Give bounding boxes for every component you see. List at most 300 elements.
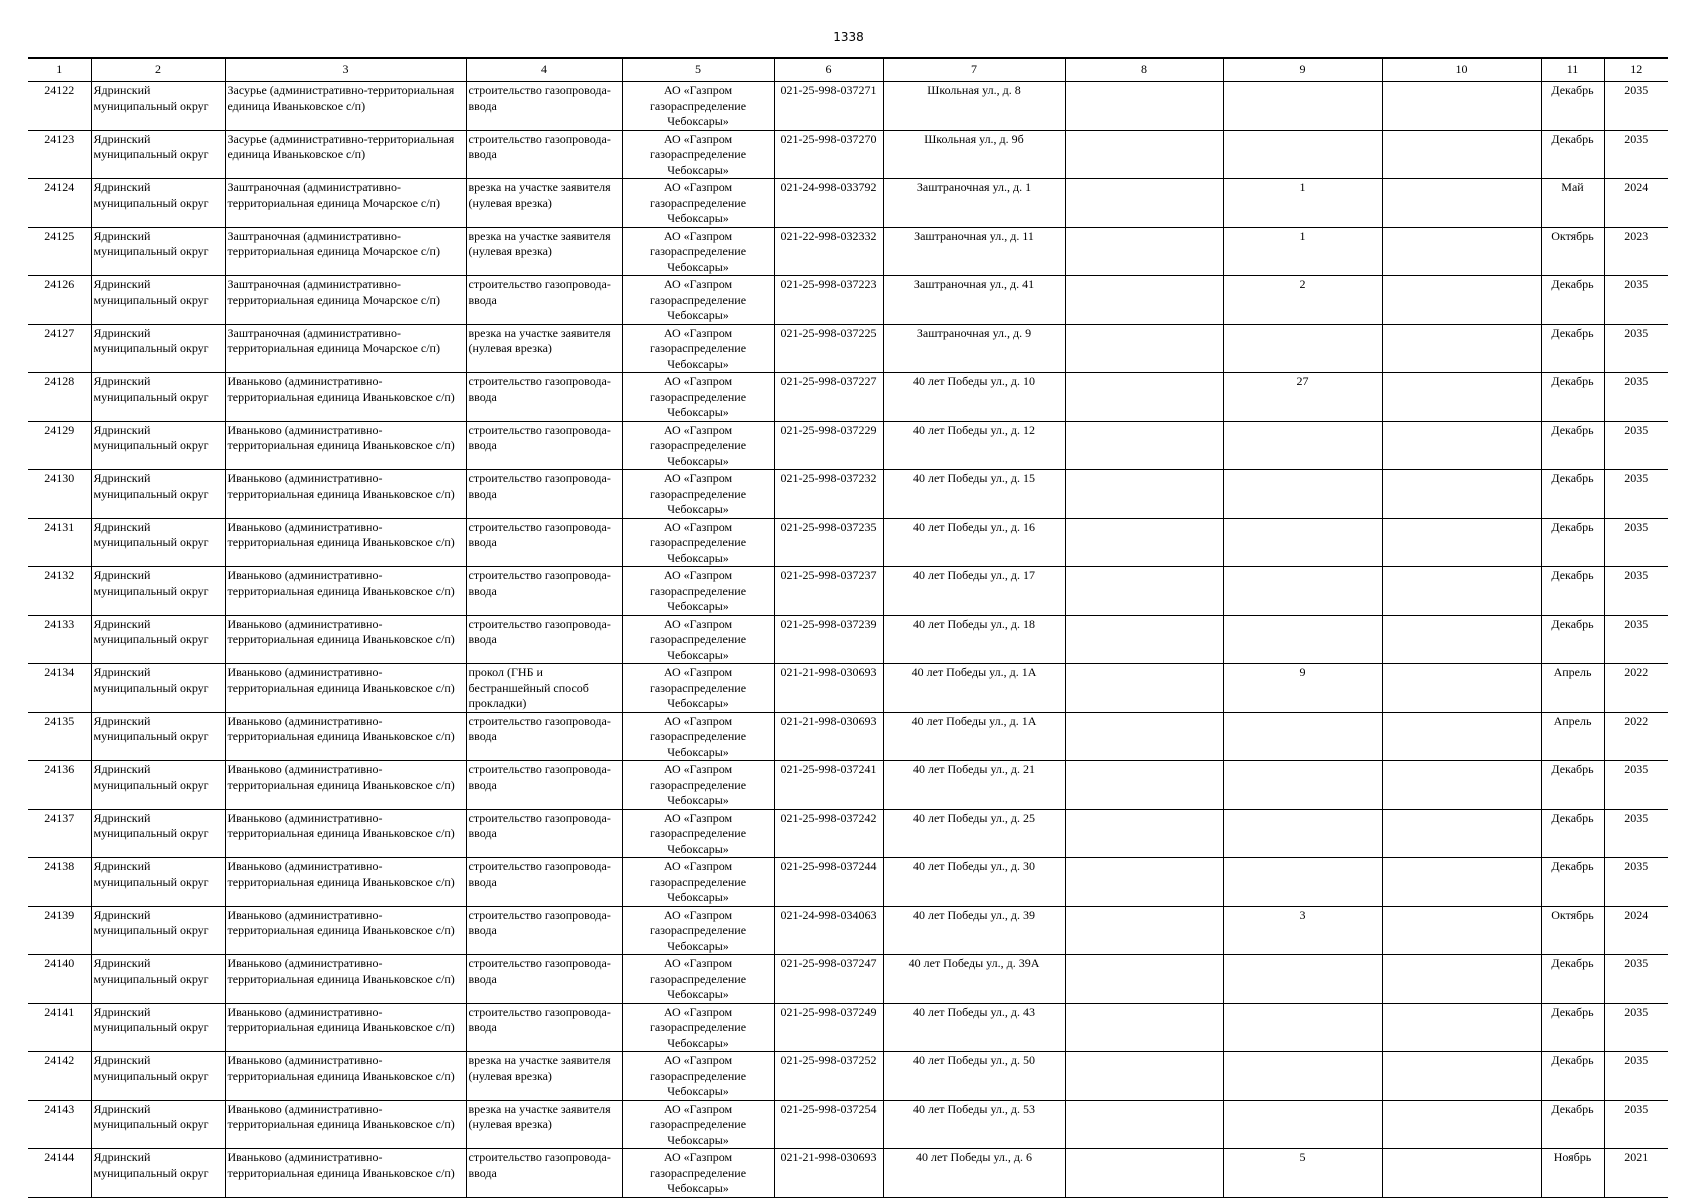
work-type-cell: строительство газопровода-ввода <box>466 906 622 955</box>
column-9-cell <box>1223 324 1382 373</box>
organization-cell: АО «Газпром газораспределение Чебоксары» <box>622 1003 774 1052</box>
work-type-cell: врезка на участке заявителя (нулевая врезка) <box>466 1052 622 1101</box>
month-cell: Декабрь <box>1541 615 1604 664</box>
month-cell: Декабрь <box>1541 955 1604 1004</box>
application-code-cell: 021-25-998-037229 <box>774 421 883 470</box>
district-cell: Ядринский муниципальный округ <box>91 421 225 470</box>
year-cell: 2035 <box>1604 324 1668 373</box>
work-type-cell: врезка на участке заявителя (нулевая врезка) <box>466 324 622 373</box>
column-9-cell <box>1223 421 1382 470</box>
row-number-cell: 24141 <box>28 1003 91 1052</box>
application-code-cell: 021-21-998-030693 <box>774 1149 883 1198</box>
work-type-cell: строительство газопровода-ввода <box>466 809 622 858</box>
column-10-cell <box>1382 276 1541 325</box>
month-cell: Декабрь <box>1541 421 1604 470</box>
address-cell: 40 лет Победы ул., д. 18 <box>883 615 1065 664</box>
column-9-cell: 3 <box>1223 906 1382 955</box>
column-10-cell <box>1382 1149 1541 1198</box>
column-10-cell <box>1382 373 1541 422</box>
row-number-cell: 24124 <box>28 179 91 228</box>
column-8-cell <box>1065 82 1223 131</box>
settlement-cell: Засурье (административно-территориальная единица Иваньковское с/п) <box>225 130 466 179</box>
settlement-cell: Иваньково (административно-территориальная единица Иваньковское с/п) <box>225 1100 466 1149</box>
column-10-cell <box>1382 470 1541 519</box>
year-cell: 2035 <box>1604 1003 1668 1052</box>
month-cell: Декабрь <box>1541 858 1604 907</box>
year-cell: 2035 <box>1604 373 1668 422</box>
row-number-cell: 24139 <box>28 906 91 955</box>
column-header: 1 <box>28 58 91 82</box>
year-cell: 2035 <box>1604 955 1668 1004</box>
column-10-cell <box>1382 421 1541 470</box>
address-cell: 40 лет Победы ул., д. 30 <box>883 858 1065 907</box>
table-row <box>28 373 1668 422</box>
district-cell: Ядринский муниципальный округ <box>91 276 225 325</box>
work-type-cell: строительство газопровода-ввода <box>466 1003 622 1052</box>
organization-cell: АО «Газпром газораспределение Чебоксары» <box>622 858 774 907</box>
row-number-cell: 24128 <box>28 373 91 422</box>
row-number-cell: 24127 <box>28 324 91 373</box>
month-cell: Декабрь <box>1541 130 1604 179</box>
column-9-cell <box>1223 809 1382 858</box>
organization-cell: АО «Газпром газораспределение Чебоксары» <box>622 179 774 228</box>
organization-cell: АО «Газпром газораспределение Чебоксары» <box>622 664 774 713</box>
column-10-cell <box>1382 324 1541 373</box>
column-8-cell <box>1065 567 1223 616</box>
year-cell: 2024 <box>1604 906 1668 955</box>
settlement-cell: Иваньково (административно-территориальная единица Иваньковское с/п) <box>225 615 466 664</box>
address-cell: 40 лет Победы ул., д. 39А <box>883 955 1065 1004</box>
month-cell: Ноябрь <box>1541 1149 1604 1198</box>
district-cell: Ядринский муниципальный округ <box>91 1003 225 1052</box>
column-9-cell <box>1223 82 1382 131</box>
table-row <box>28 276 1668 325</box>
application-code-cell: 021-25-998-037252 <box>774 1052 883 1101</box>
table-row <box>28 470 1668 519</box>
address-cell: 40 лет Победы ул., д. 17 <box>883 567 1065 616</box>
month-cell: Декабрь <box>1541 82 1604 131</box>
application-code-cell: 021-24-998-034063 <box>774 906 883 955</box>
district-cell: Ядринский муниципальный округ <box>91 324 225 373</box>
table-row <box>28 712 1668 761</box>
address-cell: 40 лет Победы ул., д. 25 <box>883 809 1065 858</box>
month-cell: Апрель <box>1541 712 1604 761</box>
row-number-cell: 24136 <box>28 761 91 810</box>
organization-cell: АО «Газпром газораспределение Чебоксары» <box>622 324 774 373</box>
month-cell: Декабрь <box>1541 1052 1604 1101</box>
year-cell: 2021 <box>1604 1149 1668 1198</box>
district-cell: Ядринский муниципальный округ <box>91 227 225 276</box>
year-cell: 2022 <box>1604 712 1668 761</box>
column-header: 8 <box>1065 58 1223 82</box>
district-cell: Ядринский муниципальный округ <box>91 1100 225 1149</box>
settlement-cell: Иваньково (административно-территориальная единица Иваньковское с/п) <box>225 809 466 858</box>
month-cell: Декабрь <box>1541 809 1604 858</box>
column-10-cell <box>1382 712 1541 761</box>
row-number-cell: 24134 <box>28 664 91 713</box>
row-number-cell: 24135 <box>28 712 91 761</box>
column-8-cell <box>1065 324 1223 373</box>
address-cell: 40 лет Победы ул., д. 43 <box>883 1003 1065 1052</box>
address-cell: 40 лет Победы ул., д. 21 <box>883 761 1065 810</box>
column-10-cell <box>1382 567 1541 616</box>
organization-cell: АО «Газпром газораспределение Чебоксары» <box>622 82 774 131</box>
row-number-cell: 24122 <box>28 82 91 131</box>
column-8-cell <box>1065 712 1223 761</box>
settlement-cell: Иваньково (административно-территориальная единица Иваньковское с/п) <box>225 1003 466 1052</box>
column-10-cell <box>1382 179 1541 228</box>
column-8-cell <box>1065 1052 1223 1101</box>
organization-cell: АО «Газпром газораспределение Чебоксары» <box>622 130 774 179</box>
row-number-cell: 24131 <box>28 518 91 567</box>
row-number-cell: 24125 <box>28 227 91 276</box>
application-code-cell: 021-25-998-037271 <box>774 82 883 131</box>
year-cell: 2022 <box>1604 664 1668 713</box>
address-cell: 40 лет Победы ул., д. 39 <box>883 906 1065 955</box>
organization-cell: АО «Газпром газораспределение Чебоксары» <box>622 1149 774 1198</box>
address-cell: 40 лет Победы ул., д. 16 <box>883 518 1065 567</box>
organization-cell: АО «Газпром газораспределение Чебоксары» <box>622 518 774 567</box>
column-8-cell <box>1065 615 1223 664</box>
application-code-cell: 021-25-998-037242 <box>774 809 883 858</box>
row-number-cell: 24140 <box>28 955 91 1004</box>
month-cell: Май <box>1541 179 1604 228</box>
district-cell: Ядринский муниципальный округ <box>91 130 225 179</box>
column-header: 5 <box>622 58 774 82</box>
address-cell: 40 лет Победы ул., д. 10 <box>883 373 1065 422</box>
application-code-cell: 021-25-998-037244 <box>774 858 883 907</box>
column-9-cell: 2 <box>1223 276 1382 325</box>
month-cell: Декабрь <box>1541 276 1604 325</box>
column-10-cell <box>1382 1003 1541 1052</box>
column-header: 7 <box>883 58 1065 82</box>
year-cell: 2023 <box>1604 227 1668 276</box>
work-type-cell: строительство газопровода-ввода <box>466 712 622 761</box>
column-9-cell: 27 <box>1223 373 1382 422</box>
column-9-cell <box>1223 130 1382 179</box>
address-cell: Заштраночная ул., д. 11 <box>883 227 1065 276</box>
address-cell: 40 лет Победы ул., д. 1А <box>883 664 1065 713</box>
row-number-cell: 24142 <box>28 1052 91 1101</box>
table-row <box>28 906 1668 955</box>
table-row <box>28 1100 1668 1149</box>
column-10-cell <box>1382 82 1541 131</box>
address-cell: Заштраночная ул., д. 1 <box>883 179 1065 228</box>
column-10-cell <box>1382 955 1541 1004</box>
table-row <box>28 421 1668 470</box>
address-cell: 40 лет Победы ул., д. 1А <box>883 712 1065 761</box>
application-code-cell: 021-21-998-030693 <box>774 712 883 761</box>
column-header: 10 <box>1382 58 1541 82</box>
column-8-cell <box>1065 130 1223 179</box>
year-cell: 2035 <box>1604 130 1668 179</box>
organization-cell: АО «Газпром газораспределение Чебоксары» <box>622 615 774 664</box>
work-type-cell: врезка на участке заявителя (нулевая врезка) <box>466 179 622 228</box>
column-number-header-row <box>28 58 1668 82</box>
settlement-cell: Заштраночная (административно-территориальная единица Мочарское с/п) <box>225 179 466 228</box>
work-type-cell: строительство газопровода-ввода <box>466 373 622 422</box>
settlement-cell: Заштраночная (административно-территориальная единица Мочарское с/п) <box>225 227 466 276</box>
column-8-cell <box>1065 179 1223 228</box>
column-10-cell <box>1382 227 1541 276</box>
table-row <box>28 518 1668 567</box>
month-cell: Октябрь <box>1541 906 1604 955</box>
table-row <box>28 227 1668 276</box>
table-body <box>28 82 1668 1198</box>
work-type-cell: врезка на участке заявителя (нулевая врезка) <box>466 1100 622 1149</box>
month-cell: Декабрь <box>1541 324 1604 373</box>
organization-cell: АО «Газпром газораспределение Чебоксары» <box>622 1052 774 1101</box>
column-9-cell: 5 <box>1223 1149 1382 1198</box>
column-9-cell: 1 <box>1223 179 1382 228</box>
work-type-cell: строительство газопровода-ввода <box>466 858 622 907</box>
gas-connection-table <box>28 57 1668 1198</box>
organization-cell: АО «Газпром газораспределение Чебоксары» <box>622 955 774 1004</box>
month-cell: Апрель <box>1541 664 1604 713</box>
district-cell: Ядринский муниципальный округ <box>91 373 225 422</box>
column-header: 9 <box>1223 58 1382 82</box>
column-10-cell <box>1382 809 1541 858</box>
column-10-cell <box>1382 906 1541 955</box>
settlement-cell: Иваньково (административно-территориальная единица Иваньковское с/п) <box>225 470 466 519</box>
table-row <box>28 1052 1668 1101</box>
table-row <box>28 955 1668 1004</box>
month-cell: Октябрь <box>1541 227 1604 276</box>
work-type-cell: строительство газопровода-ввода <box>466 82 622 131</box>
year-cell: 2035 <box>1604 470 1668 519</box>
column-8-cell <box>1065 1100 1223 1149</box>
settlement-cell: Иваньково (административно-территориальная единица Иваньковское с/п) <box>225 1052 466 1101</box>
column-10-cell <box>1382 858 1541 907</box>
column-10-cell <box>1382 1052 1541 1101</box>
year-cell: 2035 <box>1604 615 1668 664</box>
column-9-cell <box>1223 1100 1382 1149</box>
year-cell: 2035 <box>1604 421 1668 470</box>
row-number-cell: 24137 <box>28 809 91 858</box>
settlement-cell: Заштраночная (административно-территориальная единица Мочарское с/п) <box>225 324 466 373</box>
column-9-cell: 1 <box>1223 227 1382 276</box>
district-cell: Ядринский муниципальный округ <box>91 615 225 664</box>
district-cell: Ядринский муниципальный округ <box>91 955 225 1004</box>
application-code-cell: 021-25-998-037239 <box>774 615 883 664</box>
row-number-cell: 24133 <box>28 615 91 664</box>
organization-cell: АО «Газпром газораспределение Чебоксары» <box>622 227 774 276</box>
application-code-cell: 021-25-998-037237 <box>774 567 883 616</box>
column-8-cell <box>1065 955 1223 1004</box>
work-type-cell: строительство газопровода-ввода <box>466 470 622 519</box>
table-row <box>28 1003 1668 1052</box>
district-cell: Ядринский муниципальный округ <box>91 518 225 567</box>
column-9-cell <box>1223 1052 1382 1101</box>
year-cell: 2035 <box>1604 567 1668 616</box>
district-cell: Ядринский муниципальный округ <box>91 567 225 616</box>
district-cell: Ядринский муниципальный округ <box>91 906 225 955</box>
column-9-cell <box>1223 615 1382 664</box>
month-cell: Декабрь <box>1541 1003 1604 1052</box>
table-row <box>28 130 1668 179</box>
table-row <box>28 664 1668 713</box>
column-header: 11 <box>1541 58 1604 82</box>
address-cell: Заштраночная ул., д. 9 <box>883 324 1065 373</box>
application-code-cell: 021-24-998-033792 <box>774 179 883 228</box>
address-cell: 40 лет Победы ул., д. 6 <box>883 1149 1065 1198</box>
column-8-cell <box>1065 276 1223 325</box>
column-8-cell <box>1065 761 1223 810</box>
organization-cell: АО «Газпром газораспределение Чебоксары» <box>622 373 774 422</box>
address-cell: 40 лет Победы ул., д. 53 <box>883 1100 1065 1149</box>
column-8-cell <box>1065 373 1223 422</box>
column-9-cell: 9 <box>1223 664 1382 713</box>
address-cell: 40 лет Победы ул., д. 15 <box>883 470 1065 519</box>
page-number: 1338 <box>833 30 864 44</box>
application-code-cell: 021-22-998-032332 <box>774 227 883 276</box>
application-code-cell: 021-21-998-030693 <box>774 664 883 713</box>
settlement-cell: Иваньково (административно-территориальная единица Иваньковское с/п) <box>225 1149 466 1198</box>
row-number-cell: 24138 <box>28 858 91 907</box>
column-8-cell <box>1065 227 1223 276</box>
row-number-cell: 24123 <box>28 130 91 179</box>
settlement-cell: Иваньково (административно-территориальная единица Иваньковское с/п) <box>225 906 466 955</box>
column-header: 6 <box>774 58 883 82</box>
district-cell: Ядринский муниципальный округ <box>91 809 225 858</box>
settlement-cell: Иваньково (административно-территориальная единица Иваньковское с/п) <box>225 712 466 761</box>
table-row <box>28 615 1668 664</box>
settlement-cell: Иваньково (административно-территориальная единица Иваньковское с/п) <box>225 567 466 616</box>
settlement-cell: Иваньково (административно-территориальная единица Иваньковское с/п) <box>225 858 466 907</box>
table-row <box>28 82 1668 131</box>
work-type-cell: строительство газопровода-ввода <box>466 615 622 664</box>
address-cell: 40 лет Победы ул., д. 50 <box>883 1052 1065 1101</box>
settlement-cell: Засурье (административно-территориальная единица Иваньковское с/п) <box>225 82 466 131</box>
row-number-cell: 24130 <box>28 470 91 519</box>
table-row <box>28 761 1668 810</box>
column-8-cell <box>1065 1003 1223 1052</box>
organization-cell: АО «Газпром газораспределение Чебоксары» <box>622 567 774 616</box>
column-10-cell <box>1382 1100 1541 1149</box>
column-10-cell <box>1382 130 1541 179</box>
year-cell: 2035 <box>1604 276 1668 325</box>
year-cell: 2035 <box>1604 761 1668 810</box>
column-8-cell <box>1065 906 1223 955</box>
work-type-cell: строительство газопровода-ввода <box>466 567 622 616</box>
work-type-cell: строительство газопровода-ввода <box>466 130 622 179</box>
column-9-cell <box>1223 955 1382 1004</box>
work-type-cell: строительство газопровода-ввода <box>466 421 622 470</box>
settlement-cell: Иваньково (административно-территориальная единица Иваньковское с/п) <box>225 664 466 713</box>
settlement-cell: Иваньково (административно-территориальная единица Иваньковское с/п) <box>225 421 466 470</box>
column-9-cell <box>1223 712 1382 761</box>
column-9-cell <box>1223 567 1382 616</box>
column-10-cell <box>1382 761 1541 810</box>
application-code-cell: 021-25-998-037270 <box>774 130 883 179</box>
column-10-cell <box>1382 664 1541 713</box>
organization-cell: АО «Газпром газораспределение Чебоксары» <box>622 712 774 761</box>
row-number-cell: 24129 <box>28 421 91 470</box>
column-10-cell <box>1382 518 1541 567</box>
column-9-cell <box>1223 470 1382 519</box>
year-cell: 2035 <box>1604 82 1668 131</box>
settlement-cell: Иваньково (административно-территориальная единица Иваньковское с/п) <box>225 955 466 1004</box>
column-8-cell <box>1065 421 1223 470</box>
district-cell: Ядринский муниципальный округ <box>91 470 225 519</box>
work-type-cell: врезка на участке заявителя (нулевая врезка) <box>466 227 622 276</box>
table-row <box>28 179 1668 228</box>
district-cell: Ядринский муниципальный округ <box>91 858 225 907</box>
organization-cell: АО «Газпром газораспределение Чебоксары» <box>622 421 774 470</box>
district-cell: Ядринский муниципальный округ <box>91 179 225 228</box>
row-number-cell: 24143 <box>28 1100 91 1149</box>
column-8-cell <box>1065 809 1223 858</box>
organization-cell: АО «Газпром газораспределение Чебоксары» <box>622 761 774 810</box>
table-row <box>28 1149 1668 1198</box>
year-cell: 2035 <box>1604 518 1668 567</box>
year-cell: 2024 <box>1604 179 1668 228</box>
organization-cell: АО «Газпром газораспределение Чебоксары» <box>622 1100 774 1149</box>
year-cell: 2035 <box>1604 809 1668 858</box>
column-8-cell <box>1065 1149 1223 1198</box>
application-code-cell: 021-25-998-037227 <box>774 373 883 422</box>
row-number-cell: 24144 <box>28 1149 91 1198</box>
work-type-cell: строительство газопровода-ввода <box>466 276 622 325</box>
month-cell: Декабрь <box>1541 470 1604 519</box>
month-cell: Декабрь <box>1541 373 1604 422</box>
address-cell: 40 лет Победы ул., д. 12 <box>883 421 1065 470</box>
settlement-cell: Иваньково (административно-территориальная единица Иваньковское с/п) <box>225 518 466 567</box>
month-cell: Декабрь <box>1541 518 1604 567</box>
year-cell: 2035 <box>1604 858 1668 907</box>
column-9-cell <box>1223 518 1382 567</box>
work-type-cell: прокол (ГНБ и бестраншейный способ прокладки) <box>466 664 622 713</box>
organization-cell: АО «Газпром газораспределение Чебоксары» <box>622 276 774 325</box>
work-type-cell: строительство газопровода-ввода <box>466 1149 622 1198</box>
column-9-cell <box>1223 1003 1382 1052</box>
column-10-cell <box>1382 615 1541 664</box>
application-code-cell: 021-25-998-037254 <box>774 1100 883 1149</box>
column-8-cell <box>1065 664 1223 713</box>
settlement-cell: Иваньково (административно-территориальная единица Иваньковское с/п) <box>225 761 466 810</box>
address-cell: Заштраночная ул., д. 41 <box>883 276 1065 325</box>
work-type-cell: строительство газопровода-ввода <box>466 955 622 1004</box>
application-code-cell: 021-25-998-037225 <box>774 324 883 373</box>
work-type-cell: строительство газопровода-ввода <box>466 518 622 567</box>
application-code-cell: 021-25-998-037241 <box>774 761 883 810</box>
table-row <box>28 324 1668 373</box>
district-cell: Ядринский муниципальный округ <box>91 712 225 761</box>
organization-cell: АО «Газпром газораспределение Чебоксары» <box>622 809 774 858</box>
column-8-cell <box>1065 470 1223 519</box>
column-header: 4 <box>466 58 622 82</box>
district-cell: Ядринский муниципальный округ <box>91 1149 225 1198</box>
row-number-cell: 24126 <box>28 276 91 325</box>
month-cell: Декабрь <box>1541 1100 1604 1149</box>
district-cell: Ядринский муниципальный округ <box>91 1052 225 1101</box>
district-cell: Ядринский муниципальный округ <box>91 761 225 810</box>
column-9-cell <box>1223 858 1382 907</box>
work-type-cell: строительство газопровода-ввода <box>466 761 622 810</box>
table-row <box>28 858 1668 907</box>
column-header: 12 <box>1604 58 1668 82</box>
district-cell: Ядринский муниципальный округ <box>91 664 225 713</box>
address-cell: Школьная ул., д. 9б <box>883 130 1065 179</box>
district-cell: Ядринский муниципальный округ <box>91 82 225 131</box>
application-code-cell: 021-25-998-037223 <box>774 276 883 325</box>
application-code-cell: 021-25-998-037247 <box>774 955 883 1004</box>
organization-cell: АО «Газпром газораспределение Чебоксары» <box>622 470 774 519</box>
column-8-cell <box>1065 858 1223 907</box>
organization-cell: АО «Газпром газораспределение Чебоксары» <box>622 906 774 955</box>
month-cell: Декабрь <box>1541 567 1604 616</box>
column-header: 3 <box>225 58 466 82</box>
